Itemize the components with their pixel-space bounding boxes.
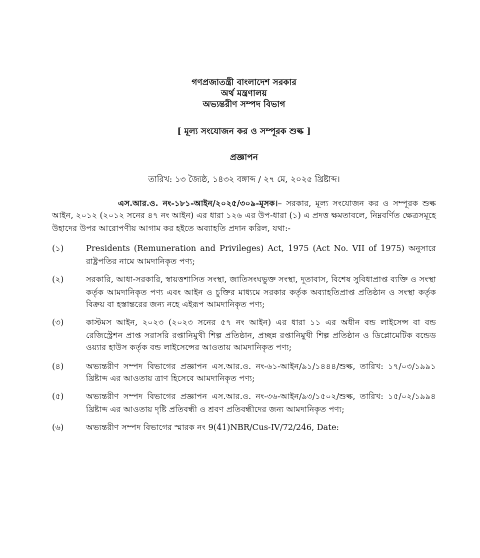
list-item — [52, 421, 436, 433]
item-text: অভ্যন্তরীণ সম্পদ বিভাগের প্রজ্ঞাপন এস.আর.ও. নং-৬১-আইন/৯১/১৪৪৪/শুল্ক, তারিখ: ১৭/০৩/১৯৯১ খ্রিষ্টাব্দ এর আওতায় ত্রাণ হিসেবে আমদানিকৃত পণ্য; — [86, 360, 436, 384]
item-number: (৫) — [52, 391, 64, 402]
item-text: অভ্যন্তরীণ সম্পদ বিভাগের প্রজ্ঞাপন এস.আর.ও. নং-৩৬-আইন/৯৩/১৫০২/শুল্ক, তারিখ: ১৫/০২/১৯৯৪ খ্রিষ্টাব্দ এর আওতায় দৃষ্টি প্রতিবন্ধী ও শ্রবণ প্রতিবন্ধীদের জন্য আমদানিকৃত পণ্য; — [86, 391, 436, 414]
ministry-name: অর্থ মন্ত্রণালয় — [221, 89, 267, 99]
sro-reference: এস.আর.ও. নং-১৮১-আইন/২০২৫/৩০৯-মূসক। — [118, 198, 278, 208]
government-name: গণপ্রজাতন্ত্রী বাংলাদেশ সরকার — [191, 78, 297, 88]
item-number: (২) — [52, 274, 64, 285]
list-item — [52, 242, 436, 267]
item-text: সরকারি, আধা-সরকারি, স্বায়ত্তশাসিত সংস্থা, জাতিসংঘভুক্ত সংস্থা, দূতাবাস, বিশেষ সুবিধাপ্রাপ্ত ব্যক্তি ও সংস্থা কর্তৃক আমদানিকৃত পণ্য এবং আইন ও চুক্তির মাধ্যমে সরকার কর্তৃক অব্যাহতিপ্রাপ্ত প্রতিষ্ঠান ও সংস্থা কর্তৃক বিক্রয় বা হস্তান্তরের জন্য নহে এইরূপ আমদানিকৃত পণ্য; — [86, 274, 436, 310]
item-number: (৩) — [52, 317, 64, 328]
division-name: অভ্যন্তরীণ সম্পদ বিভাগ — [202, 100, 286, 110]
item-text: Presidents (Remuneration and Privileges) Act, 1975 (Act No. VII of 1975) অনুসারে রাষ্ট্রপতির নামে আমদানিকৃত পণ্য; — [86, 243, 436, 266]
item-text: কাস্টমস আইন, ২০২৩ (২০২৩ সনের ৫৭ নং আইন) এর ধারা ১১ এর অধীন বন্ড লাইসেন্স বা বন্ড রেজিস্ট্রেশন প্রাপ্ত সরাসরি রপ্তানিমুখী শিল্প প্রতিষ্ঠান, প্রচ্ছন্ন রপ্তানিমুখী শিল্প প্রতিষ্ঠান ও ডিপ্লোমেটিক বন্ডেড ওয়্যার হাউস কর্তৃক বন্ড লাইসেন্সের আওতায় আমদানিকৃত পণ্য; — [86, 317, 436, 353]
exemption-list — [52, 242, 436, 433]
date-line: তারিখ: ১৩ জ্যৈষ্ঠ, ১৪৩২ বঙ্গাব্দ / ২৭ মে, ২০২৫ খ্রিষ্টাব্দ। — [148, 174, 340, 184]
item-number: (৬) — [52, 422, 64, 433]
list-item — [52, 360, 436, 385]
list-item — [52, 316, 436, 353]
item-number: (১) — [52, 243, 64, 254]
list-item — [52, 273, 436, 310]
intro-text: – সরকার, মূল্য সংযোজন কর ও সম্পূরক শুল্ক আইন, ২০১২ (২০১২ সনের ৪৭ নং আইন) এর ধারা ১২৬ এর উপ-ধারা (১) এ প্রদত্ত ক্ষমতাবলে, নিম্নবর্ণিত ক্ষেত্রসমূহে উহাদের উপর আরোপণীয় আগাম কর হইতে অব্যাহতি প্রদান করিল, যথা:- — [52, 198, 436, 233]
intro-paragraph — [52, 197, 436, 234]
notice-title: প্রজ্ঞাপন — [229, 153, 259, 163]
section-title: [ মূল্য সংযোজন কর ও সম্পূরক শুল্ক ] — [177, 127, 311, 137]
item-number: (৪) — [52, 360, 64, 371]
document-header — [52, 78, 436, 111]
item-text: অভ্যন্তরীণ সম্পদ বিভাগের স্মারক নং 9(41)NBR/Cus-IV/72/246, Date: — [86, 422, 340, 433]
list-item — [52, 390, 436, 415]
document-page — [0, 78, 480, 558]
